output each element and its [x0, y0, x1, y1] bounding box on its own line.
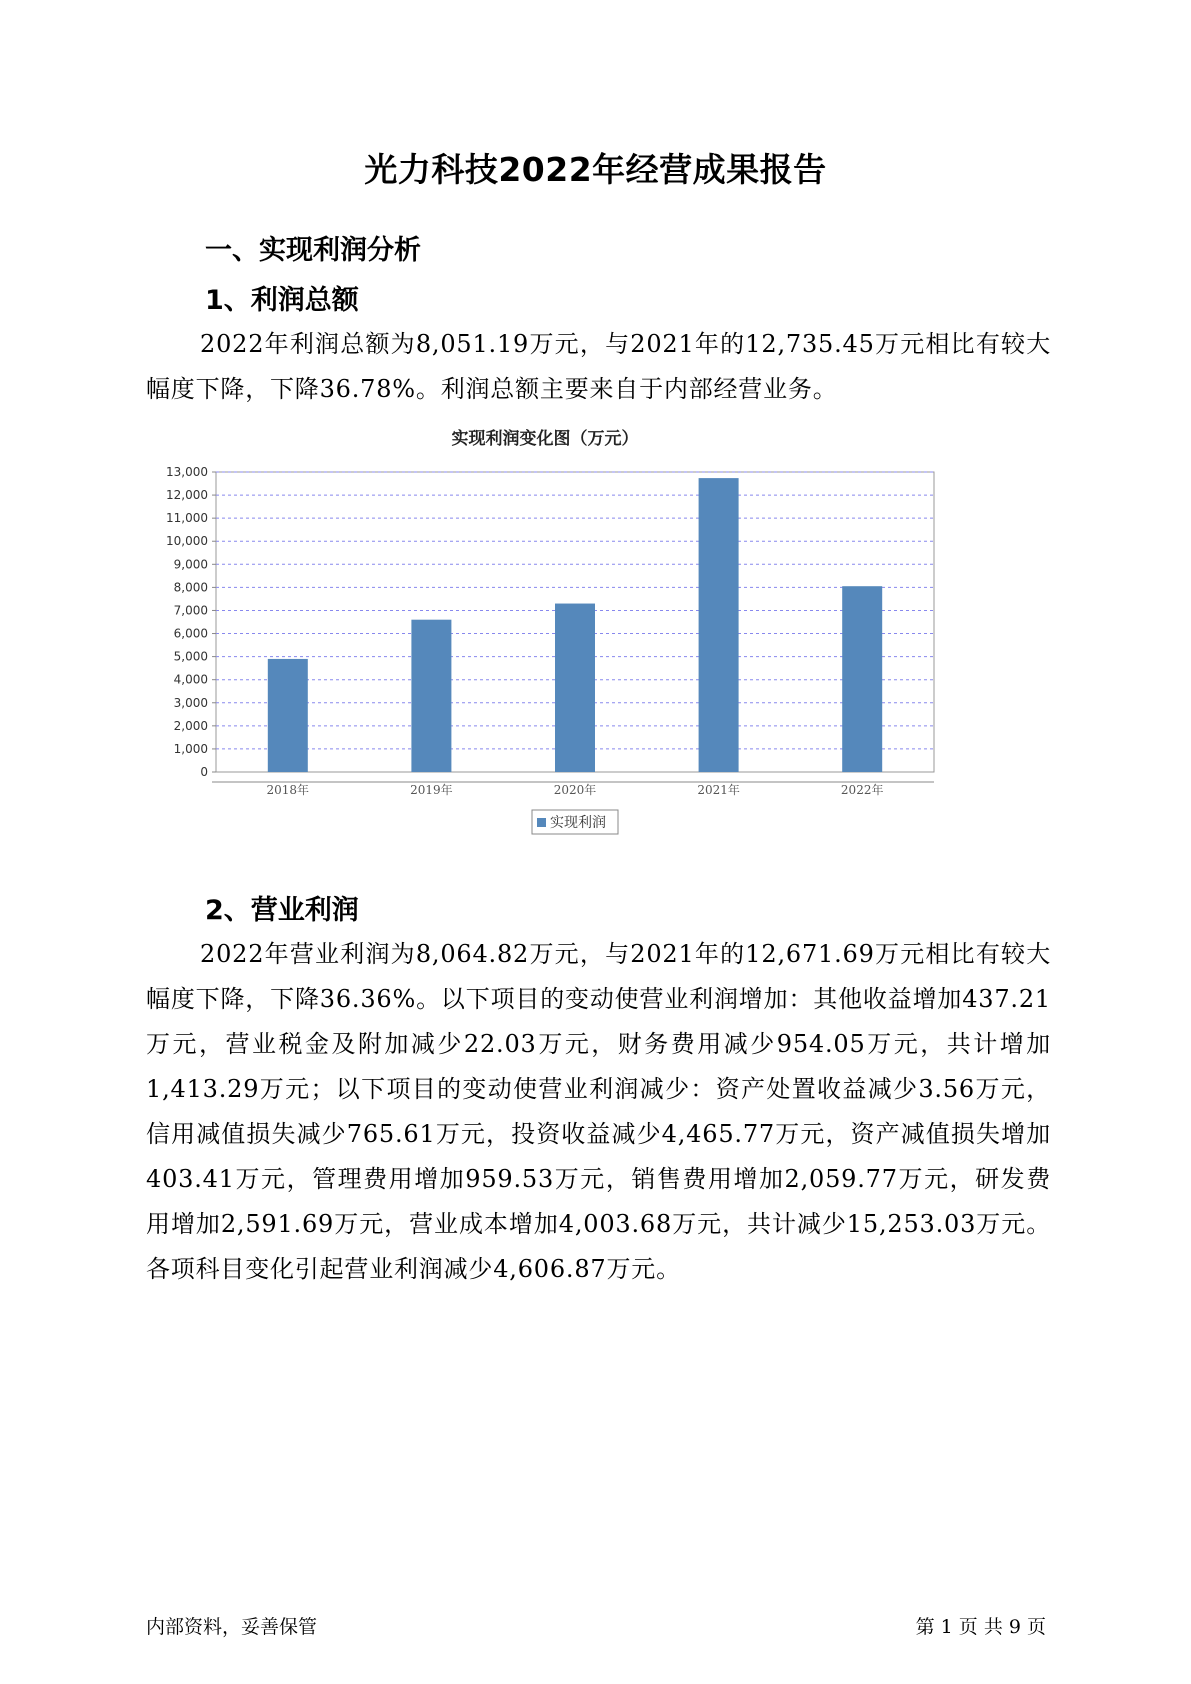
bar — [699, 478, 739, 772]
y-tick-label: 7,000 — [173, 603, 208, 618]
x-tick-label: 2021年 — [697, 783, 740, 797]
footer-confidential-note: 内部资料，妥善保管 — [146, 1616, 318, 1638]
y-tick-label: 8,000 — [173, 580, 208, 595]
y-tick-label: 9,000 — [173, 557, 208, 572]
y-tick-label: 10,000 — [166, 534, 208, 549]
x-tick-label: 2022年 — [840, 783, 884, 797]
y-tick-label: 6,000 — [173, 626, 208, 641]
y-tick-label: 1,000 — [173, 741, 208, 756]
total-profit-paragraph: 2022年利润总额为8,051.19万元，与2021年的12,735.45万元相比有较大幅度下降，下降36.78%。利润总额主要来自于内部经营业务。 — [146, 330, 1051, 403]
legend-swatch — [537, 818, 546, 827]
section-heading-profit-analysis: 一、实现利润分析 — [205, 235, 421, 266]
bar — [411, 620, 451, 772]
x-tick-label: 2018年 — [266, 783, 310, 797]
y-tick-label: 2,000 — [173, 718, 208, 733]
y-tick-label: 13,000 — [166, 465, 208, 479]
subsection-heading-total-profit: 1、利润总额 — [205, 285, 359, 316]
bar — [842, 586, 882, 772]
operating-profit-paragraph: 2022年营业利润为8,064.82万元，与2021年的12,671.69万元相比有较大幅度下降，下降36.36%。以下项目的变动使营业利润增加：其他收益增加437.21万元，营业税金及附加减少22.03万元，财务费用减少954.05万元，共计增加1,413.29万元；以下项目的变动使营业利润减少：资产处置收益减少3.56万元，信用减值损失减少765.61万元，投资收益减少4,465.77万元，资产减值损失增加403.41万元，管理费用增加959.53万元，销售费用增加2,059.77万元，研发费用增加2,591.69万元，营业成本增加4,003.68万元，共计减少15,253.03万元。各项科目变化引起营业利润减少4,606.87万元。 — [146, 940, 1051, 1283]
x-tick-label: 2020年 — [553, 783, 597, 797]
legend-label: 实现利润 — [550, 815, 606, 831]
chart-title: 实现利润变化图（万元） — [451, 429, 639, 449]
chart-svg — [140, 429, 1040, 920]
y-tick-label: 3,000 — [173, 695, 208, 710]
x-tick-label: 2019年 — [410, 783, 453, 797]
bar — [268, 659, 308, 772]
y-tick-label: 5,000 — [173, 649, 208, 664]
y-tick-label: 11,000 — [166, 511, 208, 526]
y-tick-label: 4,000 — [173, 672, 208, 687]
footer-page-number: 第 1 页 共 9 页 — [915, 1616, 1046, 1638]
subsection-heading-operating-profit: 2、营业利润 — [205, 895, 359, 926]
profit-bar-chart — [140, 429, 1040, 920]
page-title: 光力科技2022年经营成果报告 — [364, 150, 827, 189]
bar — [555, 604, 595, 772]
y-tick-label: 12,000 — [166, 488, 208, 503]
y-tick-label: 0 — [200, 765, 208, 779]
